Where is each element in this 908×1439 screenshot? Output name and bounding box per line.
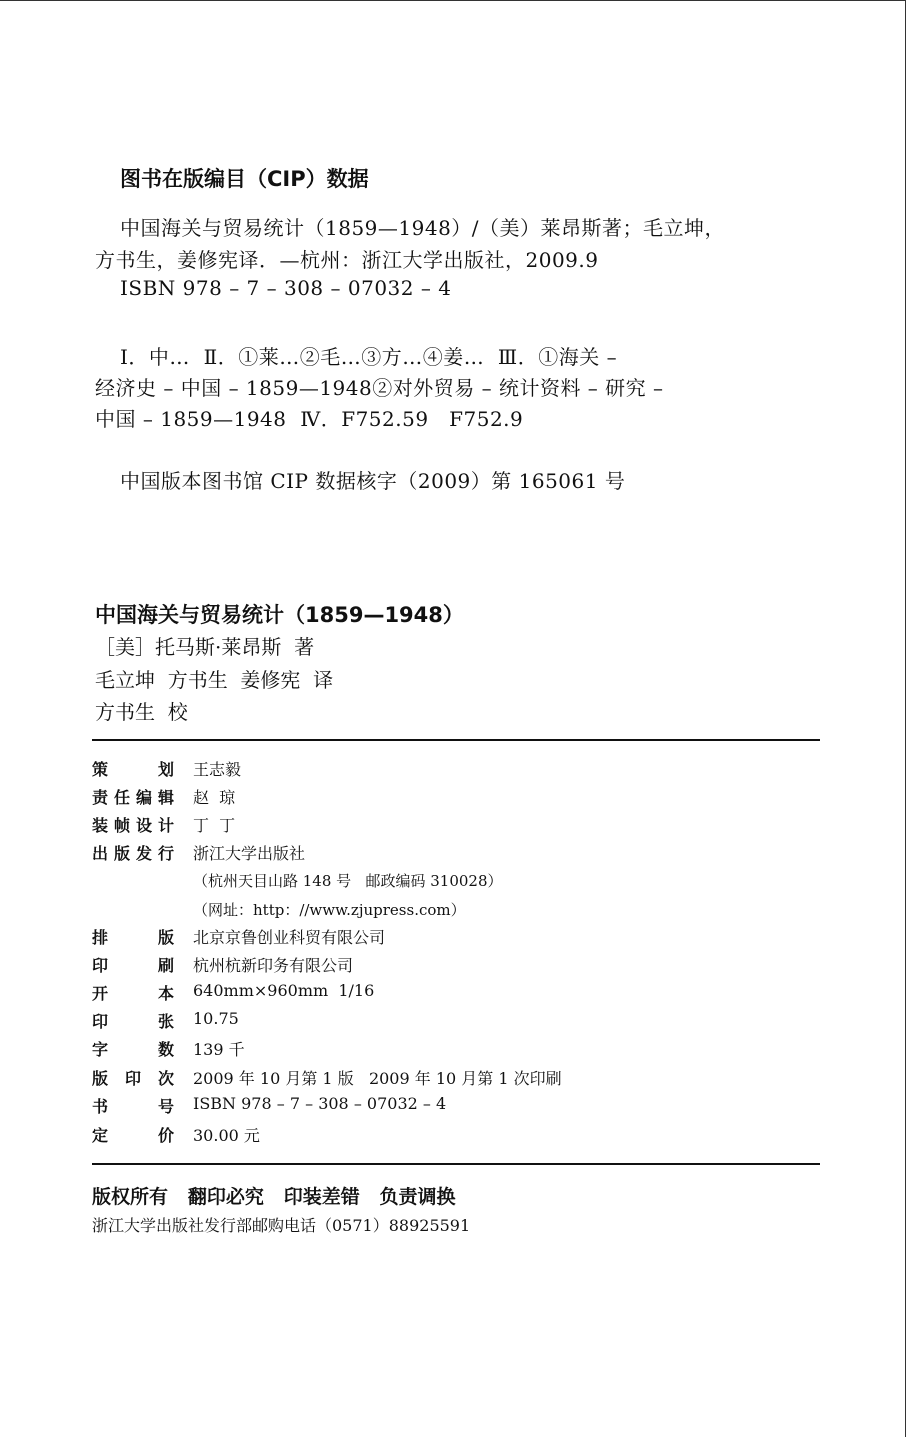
book-proofreader: 方书生 校	[95, 700, 188, 724]
detail-value: 赵 琼	[193, 788, 236, 807]
detail-label: 字 数	[92, 1040, 174, 1059]
divider-top	[92, 739, 820, 741]
cip-subject-3: 中国 – 1859—1948 Ⅳ．F752.59 F752.9	[95, 407, 524, 431]
cip-library-number: 中国版本图书馆 CIP 数据核字（2009）第 165061 号	[120, 469, 626, 493]
detail-value: 10.75	[193, 1009, 239, 1028]
detail-label: 印 刷	[92, 956, 174, 975]
detail-value: 北京京鲁创业科贸有限公司	[193, 928, 386, 947]
detail-value: ISBN 978 – 7 – 308 – 07032 – 4	[193, 1094, 447, 1113]
detail-label: 书 号	[92, 1097, 174, 1116]
mail-order-phone: 浙江大学出版社发行部邮购电话（0571）88925591	[92, 1216, 471, 1235]
detail-value: 2009 年 10 月第 1 版 2009 年 10 月第 1 次印刷	[193, 1069, 562, 1088]
detail-value: 浙江大学出版社	[193, 844, 306, 863]
detail-value: 139 千	[193, 1040, 245, 1059]
detail-value: 640mm×960mm 1/16	[193, 981, 375, 1000]
detail-label: 策 划	[92, 760, 174, 779]
cip-isbn: ISBN 978 – 7 – 308 – 07032 – 4	[120, 276, 452, 300]
detail-value: （杭州天目山路 148 号 邮政编码 310028）	[193, 872, 503, 890]
book-author: ［美］托马斯·莱昂斯 著	[95, 635, 315, 659]
cip-line-2: 方书生，姜修宪译．—杭州：浙江大学出版社，2009.9	[95, 248, 599, 272]
detail-label: 装 帧 设 计	[92, 816, 174, 835]
cip-line-1: 中国海关与贸易统计（1859—1948）/（美）莱昂斯著；毛立坤，	[120, 216, 726, 240]
book-translators: 毛立坤 方书生 姜修宪 译	[95, 668, 334, 692]
cip-heading: 图书在版编目（CIP）数据	[120, 167, 369, 191]
detail-label: 版 印 次	[92, 1069, 174, 1088]
book-title: 中国海关与贸易统计（1859—1948）	[95, 603, 464, 627]
detail-value: 30.00 元	[193, 1126, 260, 1145]
cip-subject-1: Ⅰ．中… Ⅱ．①莱…②毛…③方…④姜… Ⅲ．①海关 –	[120, 345, 618, 369]
detail-label: 排 版	[92, 928, 174, 947]
detail-value: 杭州杭新印务有限公司	[193, 956, 354, 975]
detail-value: 丁 丁	[193, 816, 236, 835]
detail-label: 印 张	[92, 1012, 174, 1031]
detail-label: 出 版 发 行	[92, 844, 174, 863]
divider-bottom	[92, 1163, 820, 1165]
detail-value: （网址：http：//www.zjupress.com）	[193, 901, 466, 919]
detail-label: 定 价	[92, 1126, 174, 1145]
rights-notice: 版权所有 翻印必究 印装差错 负责调换	[92, 1186, 456, 1208]
cip-subject-2: 经济史 – 中国 – 1859—1948②对外贸易 – 统计资料 – 研究 –	[95, 376, 664, 400]
detail-label: 开 本	[92, 984, 174, 1003]
detail-value: 王志毅	[193, 760, 242, 779]
detail-label: 责 任 编 辑	[92, 788, 174, 807]
